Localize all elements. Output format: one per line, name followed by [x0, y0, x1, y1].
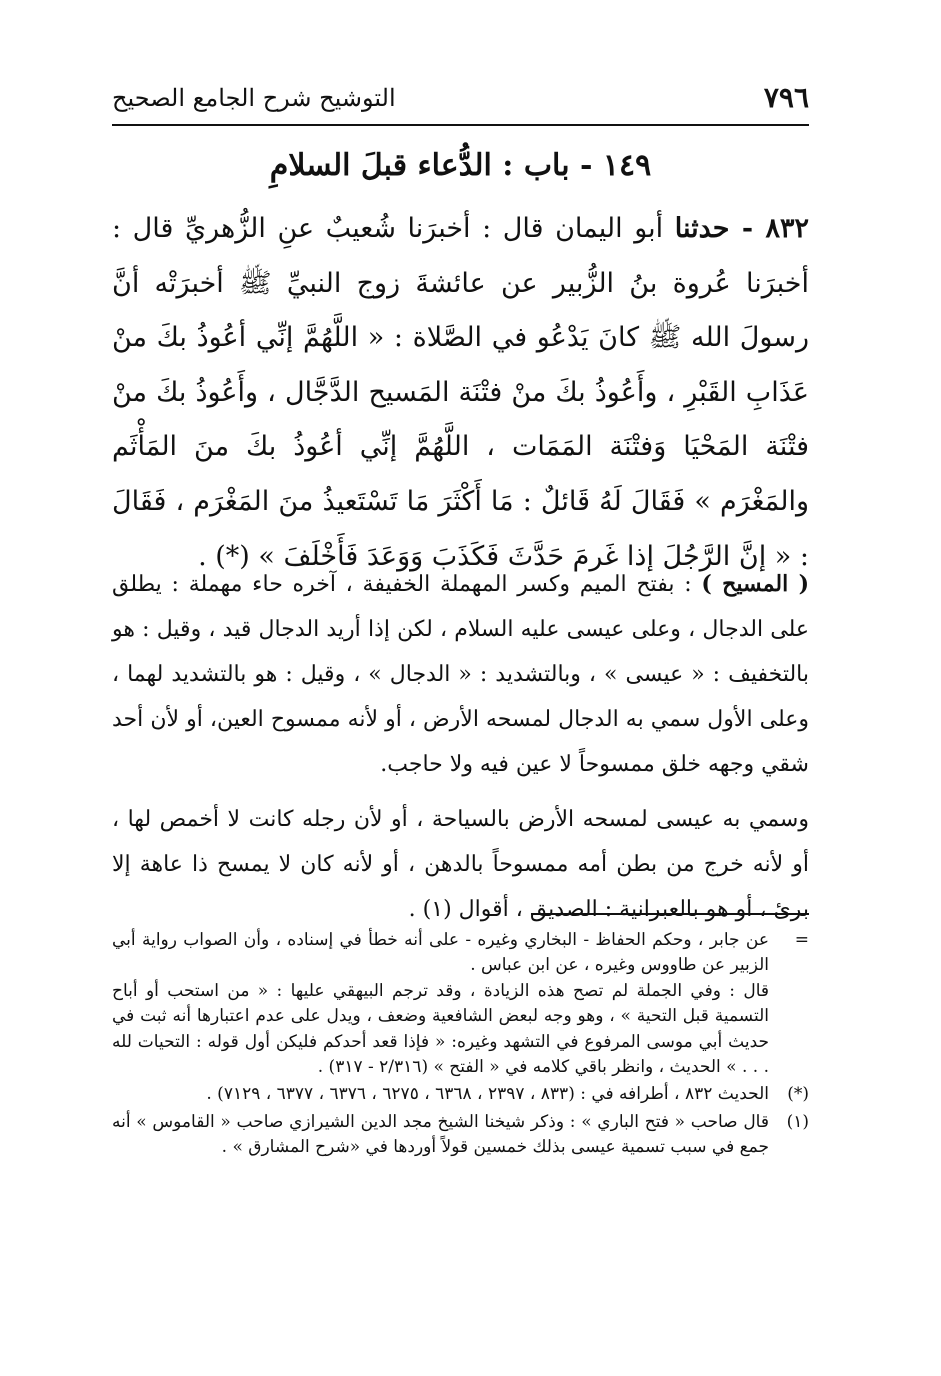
- page-header: [112, 78, 809, 118]
- footnote-marker: (١): [786, 1111, 809, 1132]
- chapter-title: ١٤٩ - باب : الدُّعاء قبلَ السلامِ: [269, 148, 652, 183]
- footnote-continuation: [112, 928, 809, 1080]
- commentary-term: ( المسيح ): [701, 571, 809, 597]
- header-rule: [112, 124, 809, 126]
- commentary-paragraph: وسمي به عيسى لمسحه الأرض بالسياحة ، أو لأن رجله كانت لا أخمص لها ، أو لأنه خرج من بطن أمه ممسوحاً بالدهن ، أو لأنه كان لا يمسح ذا عاهة إلا برئ ، أو هو بالعبرانية : الصديق ، أقوال (١) .: [112, 807, 809, 922]
- page-number: ٧٩٦: [763, 81, 809, 114]
- commentary-paragraph: [112, 562, 809, 787]
- hadith-lead-word: حدثنا: [674, 213, 730, 244]
- footnote-paragraph: قال صاحب « فتح الباري » : وذكر شيخنا الشيخ مجد الدين الشيرازي صاحب « القاموس » أنه جمع في سبب تسمية عيسى بذلك خمسين قولاً أوردها في «شرح المشارق » .: [112, 1111, 769, 1158]
- footnote-paragraph: قال : وفي الجملة لم تصح هذه الزيادة ، وقد ترجم البيهقي عليها : « من استحب أو أباح التسمية قبل التحية » ، وهو وجه لبعض الشافعية وضعف ، ويدل على عدم اعتبارها أنه ثبت في حديث أبي موسى المرفوع في التشهد وغيره: « فإذا قعد أحدكم فليكن أول قوله : التحيات لله . . . » الحديث ، وانظر باقي كلامه في « الفتح » (٢/٣١٦ - ٣١٧) .: [112, 980, 769, 1078]
- footnote-marker: (*): [787, 1084, 809, 1105]
- footnote-one: [112, 1110, 809, 1161]
- footnote-rule: [531, 913, 809, 915]
- hadith-separator: -: [729, 213, 766, 244]
- running-title: التوشيح شرح الجامع الصحيح: [112, 84, 396, 112]
- hadith-body: أبو اليمان قال : أخبرَنا شُعيبٌ عنِ الزُّهريِّ قال : أخبرَنا عُروة بنُ الزُّبير عن عائشةَ زوج النبيِّ ﷺ أخبرَتْه أنَّ رسولَ الله ﷺ كانَ يَدْعُو في الصَّلاة : « اللَّهُمَّ إنِّي أعُوذُ بكَ منْ عَذَابِ القَبْرِ ، وأَعُوذُ بكَ منْ فتْنَة المَسيح الدَّجَّال ، وأَعُوذُ بكَ منْ فتْنَة المَحْيَا وَفتْنَة المَمَات ، اللَّهُمَّ إنِّي أعُوذُ بكَ منَ المَأْثَم والمَغْرَم » فَقَالَ لَهُ قَائلٌ : مَا أَكْثَرَ مَا تَسْتَعيذُ منَ المَغْرَم ، فَقَالَ : « إنَّ الرَّجُلَ إذا غَرمَ حَدَّثَ فَكَذَبَ وَوَعَدَ فَأَخْلَفَ » (*) .: [112, 213, 809, 572]
- footnote-paragraph: عن جابر ، وحكم الحفاظ - البخاري وغيره - على أنه خطأ في إسناده ، وأن الصواب رواية أبي الزبير عن طاووس وغيره ، عن ابن عباس .: [112, 930, 769, 976]
- footnote-marker: =: [794, 930, 809, 950]
- commentary-block: [112, 562, 809, 942]
- hadith-text-block: [112, 202, 809, 584]
- footnotes-block: [112, 928, 809, 1163]
- footnote-hadith-references: [112, 1082, 809, 1107]
- document-page: [112, 0, 809, 1376]
- commentary-paragraph-text: : بفتح الميم وكسر المهملة الخفيفة ، آخره حاء مهملة : يطلق على الدجال ، وعلى عيسى عليه السلام ، لكن إذا أريد الدجال قيد ، وقيل : هو بالتخفيف : « عيسى » ، وبالتشديد : « الدجال » ، وقيل : هو بالتشديد لهما ، وعلى الأول سمي به الدجال لمسحه الأرض ، أو لأنه ممسوح العين، أو لأن أحد شقي وجهه خلق ممسوحاً لا عين فيه ولا حاجب.: [112, 572, 809, 777]
- hadith-number: ٨٣٢: [765, 213, 809, 244]
- footnote-paragraph: الحديث ٨٣٢ ، أطرافه في : (٨٣٣ ، ٢٣٩٧ ، ٦٣٦٨ ، ٦٢٧٥ ، ٦٣٧٦ ، ٦٣٧٧ ، ٧١٢٩) .: [206, 1084, 769, 1105]
